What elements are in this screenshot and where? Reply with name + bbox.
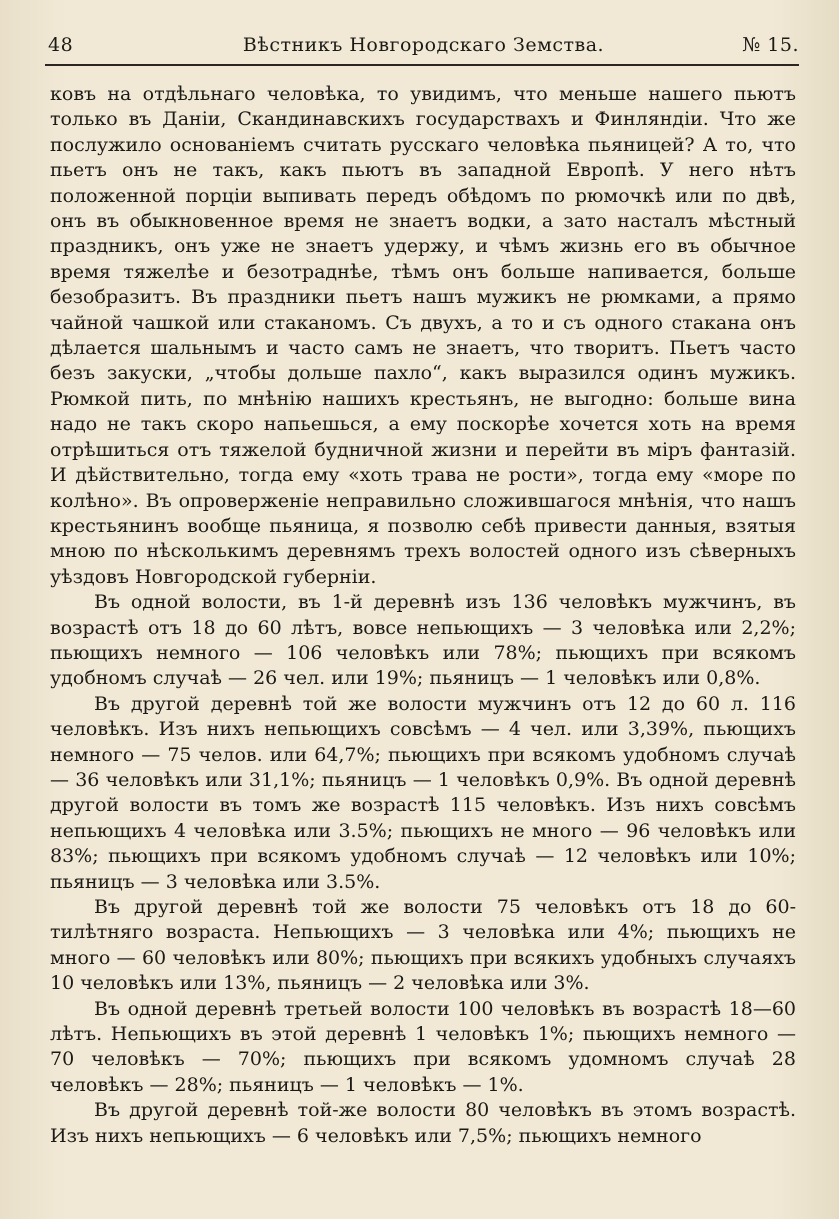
paragraph: Въ другой деревнѣ той же волости 75 человѣкъ отъ 18 до 60-тилѣтняго возраста. Непьющихъ — 3 человѣка или 4%; пьющихъ не много — 60 человѣкъ или 80%; пьющихъ при всякихъ удобныхъ случаяхъ 10 человѣкъ или 13%, пьяницъ — 2 человѣка или 3%.: [50, 896, 796, 995]
issue-number: № 15.: [742, 34, 799, 56]
running-header: [48, 34, 799, 60]
header-rule: [45, 64, 799, 66]
page-number: 48: [48, 34, 74, 56]
journal-title: Вѣстникъ Новгородскаго Земства.: [242, 34, 605, 56]
article-body: [50, 82, 796, 1149]
paragraph: Въ одной деревнѣ третьей волости 100 человѣкъ въ возрастѣ 18—60 лѣтъ. Непьющихъ въ этой деревнѣ 1 человѣкъ 1%; пьющихъ немного — 70 человѣкъ — 70%; пьющихъ при всякомъ удомномъ случаѣ 28 человѣкъ — 28%; пьяницъ — 1 человѣкъ — 1%.: [50, 997, 796, 1096]
paragraph: Въ другой деревнѣ той-же волости 80 человѣкъ въ этомъ возрастѣ. Изъ нихъ непьющихъ — 6 человѣкъ или 7,5%; пьющихъ немного: [50, 1099, 796, 1147]
paragraph: Въ одной волости, въ 1-й деревнѣ изъ 136 человѣкъ мужчинъ, въ возрастѣ отъ 18 до 60 лѣтъ, вовсе непьющихъ — 3 человѣка или 2,2%; пьющихъ немного — 106 человѣкъ или 78%; пьющихъ при всякомъ удобномъ случаѣ — 26 чел. или 19%; пьяницъ — 1 человѣкъ или 0,8%.: [50, 591, 796, 690]
paragraph: ковъ на отдѣльнаго человѣка, то увидимъ, что меньше нашего пьютъ только въ Даніи, Скандинавскихъ государствахъ и Финляндіи. Что же послужило основаніемъ считать русскаго человѣка пьяницей? А то, что пьетъ онъ не такъ, какъ пьютъ въ западной Европѣ. У него нѣтъ положенной порціи выпивать передъ обѣдомъ по рюмочкѣ или по двѣ, онъ въ обыкновенное время не знаетъ водки, а зато насталъ мѣстный праздникъ, онъ уже не знаетъ удержу, и чѣмъ жизнь его въ обычное время тяжелѣе и безотраднѣе, тѣмъ онъ больше напивается, больше безобразитъ. Въ праздники пьетъ нашъ мужикъ не рюмками, а прямо чайной чашкой или стаканомъ. Съ двухъ, а то и съ одного стакана онъ дѣлается шальнымъ и часто самъ не знаетъ, что творитъ. Пьетъ часто безъ закуски, „чтобы дольше пахло“, какъ выразился одинъ мужикъ. Рюмкой пить, по мнѣнію нашихъ крестьянъ, не выгодно: больше вина надо не такъ скоро напьешься, а ему поскорѣе хочется хоть на время отрѣшиться отъ тяжелой будничной жизни и перейти въ міръ фантазій. И дѣйствительно, тогда ему «хоть трава не рости», тогда ему «море по колѣно». Въ опроверженіе неправильно сложившагося мнѣнія, что нашъ крестьянинъ вообще пьяница, я позволю себѣ привести данныя, взятыя мною по нѣсколькимъ деревнямъ трехъ волостей одного изъ сѣверныхъ уѣздовъ Новгородской губерніи.: [50, 83, 796, 588]
paragraph: Въ другой деревнѣ той же волости мужчинъ отъ 12 до 60 л. 116 человѣкъ. Изъ нихъ непьющихъ совсѣмъ — 4 чел. или 3,39%, пьющихъ немного — 75 челов. или 64,7%; пьющихъ при всякомъ удобномъ случаѣ — 36 человѣкъ или 31,1%; пьяницъ — 1 человѣкъ 0,9%. Въ одной деревнѣ другой волости въ томъ же возрастѣ 115 человѣкъ. Изъ нихъ совсѣмъ непьющихъ 4 человѣка или 3.5%; пьющихъ не много — 96 человѣкъ или 83%; пьющихъ при всякомъ удобномъ случаѣ — 12 человѣкъ или 10%; пьяницъ — 3 человѣка или 3.5%.: [50, 692, 796, 893]
